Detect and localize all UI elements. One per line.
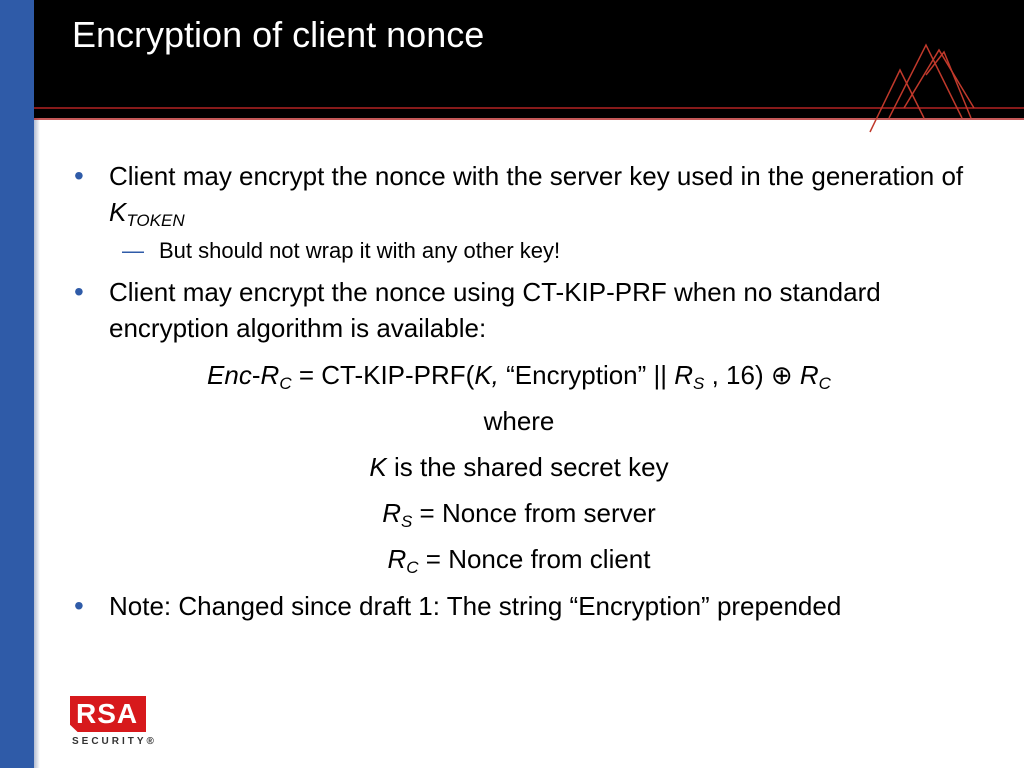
formula-encryption-string: “Encryption” ||	[498, 360, 675, 390]
formula-dash: -	[251, 360, 261, 390]
left-accent-bar	[0, 0, 34, 768]
def-rc-text: = Nonce from client	[418, 544, 651, 574]
formula-r: R	[260, 360, 280, 390]
formula-line	[34, 352, 1004, 398]
definition-rs	[34, 490, 1004, 536]
bullet-icon: •	[74, 276, 84, 307]
bullet-text: Client may encrypt the nonce using CT-KIP-PRF when no standard encryption algorithm is available:	[109, 277, 881, 343]
sub-bullet-dash: —	[122, 238, 144, 263]
def-rc-sub: C	[406, 558, 419, 577]
def-rs-var: R	[382, 498, 401, 528]
formula-prf: = CT-KIP-PRF(	[291, 360, 475, 390]
formula-block	[34, 352, 1004, 582]
formula-xor: , 16) ⊕	[704, 360, 800, 390]
bullet-icon: •	[74, 590, 84, 621]
where-line: where	[483, 406, 555, 436]
slide-title: Encryption of client nonce	[72, 14, 485, 55]
def-k-text: is the shared secret key	[386, 452, 669, 482]
formula-s-subscript: S	[693, 374, 705, 393]
slide-body	[74, 158, 1004, 630]
bullet-icon: •	[74, 160, 84, 191]
sub-bullet-text: But should not wrap it with any other key!	[159, 238, 561, 263]
bullet-text: Note: Changed since draft 1: The string “Encryption” prepended	[109, 591, 842, 621]
definition-rc	[34, 536, 1004, 582]
bullet-item	[74, 588, 1004, 624]
def-rc-var: R	[387, 544, 407, 574]
rsa-security-logo	[70, 696, 157, 752]
bullet-item	[74, 274, 1004, 346]
logo-brand: RSA	[76, 698, 139, 729]
formula-c-subscript: C	[279, 374, 292, 393]
formula-rs: R	[674, 360, 694, 390]
formula-rc: R	[799, 360, 819, 390]
formula-enc: Enc	[207, 360, 252, 390]
def-rs-sub: S	[400, 512, 413, 531]
def-k-var: K	[369, 452, 387, 482]
logo-tagline: SECURITY®	[72, 736, 157, 747]
bullet-item	[74, 158, 1004, 230]
bullet-text: Client may encrypt the nonce with the server key used in the generation of	[109, 161, 964, 191]
sub-bullet-item	[74, 236, 1004, 266]
formula-c3-subscript: C	[818, 374, 831, 393]
def-rs-text: = Nonce from server	[412, 498, 656, 528]
token-subscript: TOKEN	[126, 211, 185, 230]
k-token-variable: K	[109, 197, 127, 227]
definition-k	[34, 444, 1004, 490]
formula-k: K,	[474, 360, 499, 390]
